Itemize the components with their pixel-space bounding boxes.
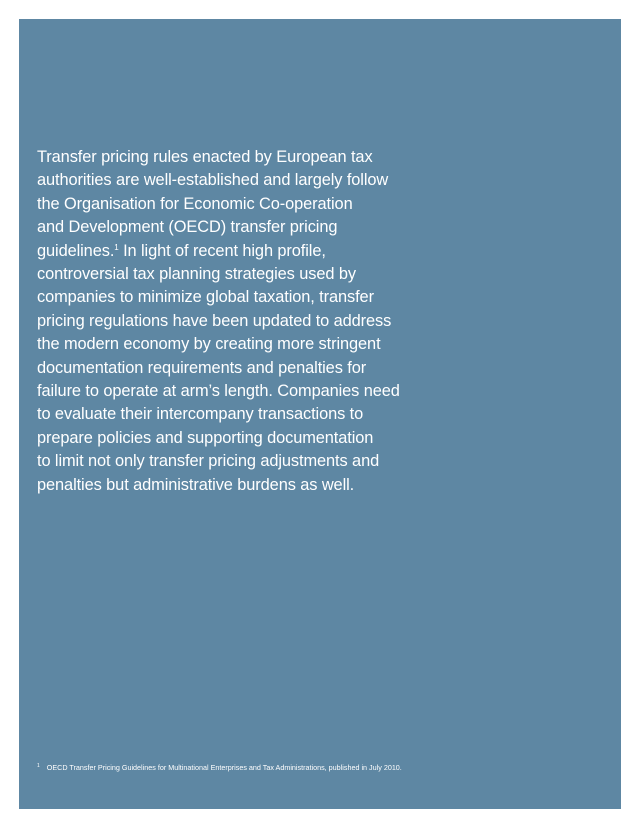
body-paragraph: [37, 146, 409, 497]
body-line: the modern economy by creating more stringent: [37, 335, 381, 354]
body-line-segment: guidelines.: [37, 241, 115, 260]
body-line: documentation requirements and penalties for: [37, 358, 367, 377]
footnote-text: OECD Transfer Pricing Guidelines for Multinational Enterprises and Tax Administrations, published in July 2010.: [46, 763, 402, 772]
content-panel: [19, 19, 621, 809]
body-line: prepare policies and supporting documentation: [37, 428, 374, 447]
body-line: the Organisation for Economic Co-operation: [37, 194, 353, 213]
body-line: penalties but administrative burdens as well.: [37, 475, 355, 494]
body-line: authorities are well-established and largely follow: [37, 171, 389, 190]
body-line: to evaluate their intercompany transactions to: [37, 405, 364, 424]
body-line: Transfer pricing rules enacted by European tax: [37, 148, 373, 166]
footnote-reference: 1: [114, 242, 119, 252]
body-line: and Development (OECD) transfer pricing: [37, 218, 338, 237]
body-line: controversial tax planning strategies used by: [37, 265, 356, 284]
body-line-segment: In light of recent high profile,: [118, 241, 326, 260]
body-line: to limit not only transfer pricing adjustments and: [37, 452, 380, 471]
body-line: companies to minimize global taxation, transfer: [37, 288, 374, 307]
body-line: failure to operate at arm’s length. Companies need: [37, 382, 400, 401]
body-line: [37, 240, 409, 263]
footnote: [37, 761, 402, 773]
body-line: pricing regulations have been updated to address: [37, 311, 392, 330]
footnote-number: 1: [37, 763, 40, 769]
